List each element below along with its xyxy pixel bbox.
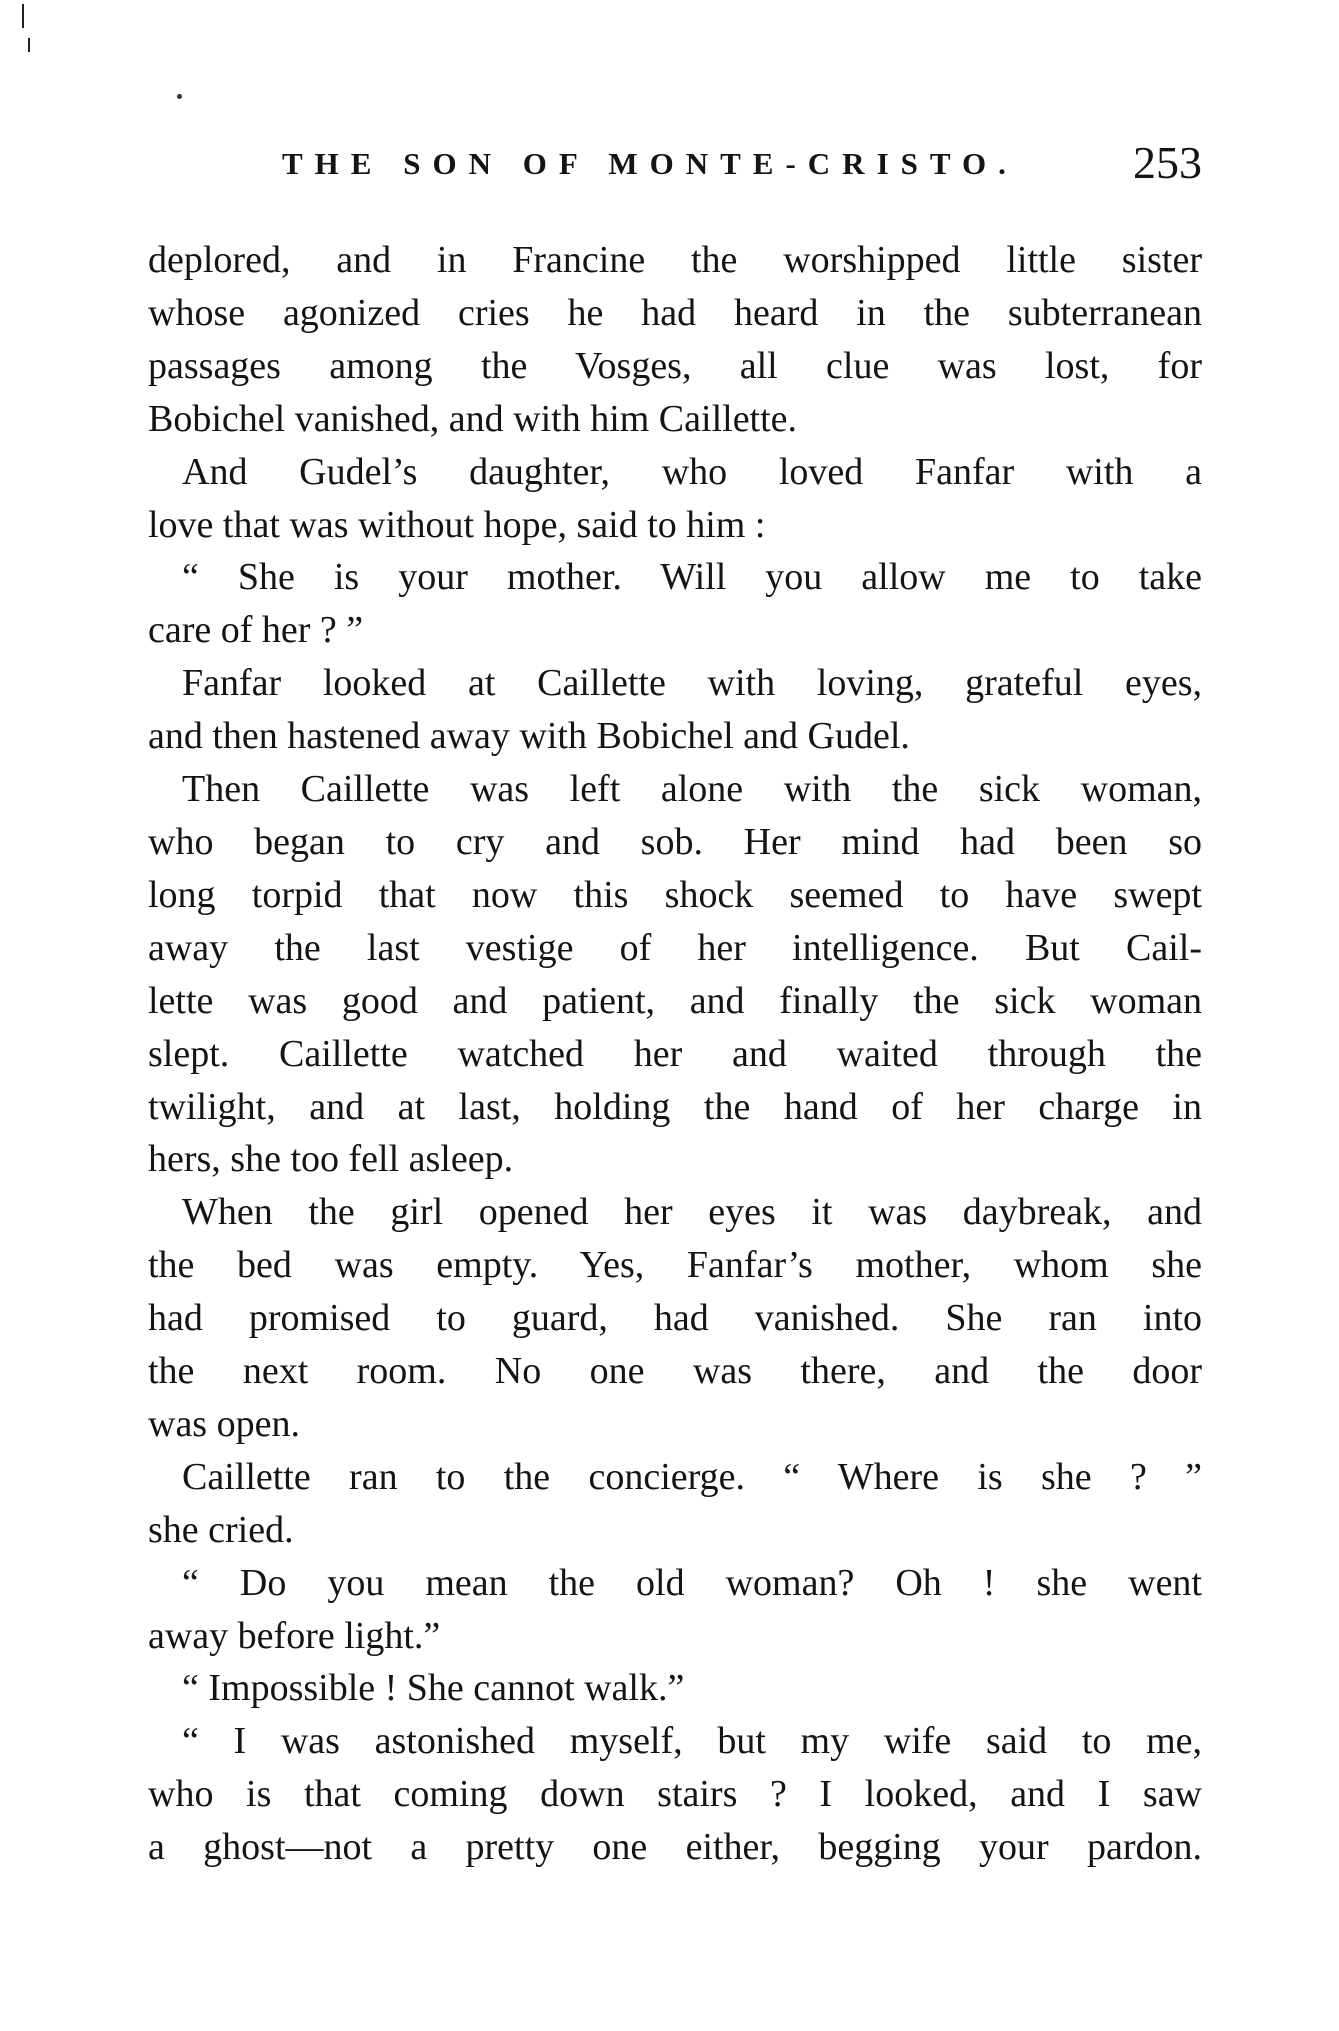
text-line: the next room. No one was there, and the door	[148, 1350, 1202, 1393]
text-line: Bobichel vanished, and with him Caillette.	[148, 397, 798, 440]
text-line: “ I was astonished myself, but my wife said to me,	[182, 1720, 1202, 1763]
text-line: Then Caillette was left alone with the sick woman,	[182, 768, 1202, 811]
text-line: “ Impossible ! She cannot walk.”	[182, 1667, 685, 1710]
text-line: care of her ? ”	[148, 609, 364, 652]
text-body	[148, 234, 1202, 1874]
text-line: away before light.”	[148, 1614, 441, 1657]
text-line: lette was good and patient, and finally the sick woman	[148, 979, 1202, 1022]
page-header	[148, 137, 1202, 192]
text-line: passages among the Vosges, all clue was lost, for	[148, 344, 1202, 387]
text-line: who began to cry and sob. Her mind had been so	[148, 820, 1202, 863]
text-line: slept. Caillette watched her and waited through the	[148, 1032, 1202, 1075]
text-line: was open.	[148, 1402, 300, 1445]
page-number: 253	[1133, 137, 1202, 188]
text-line: who is that coming down stairs ? I looked, and I saw	[148, 1773, 1202, 1816]
scan-speck	[177, 94, 182, 99]
text-line: long torpid that now this shock seemed to have swept	[148, 873, 1202, 916]
text-line: she cried.	[148, 1508, 294, 1551]
scan-mark	[28, 38, 30, 52]
text-line: “ She is your mother. Will you allow me to take	[182, 556, 1202, 599]
text-line: “ Do you mean the old woman? Oh ! she went	[182, 1561, 1202, 1604]
text-line: hers, she too fell asleep.	[148, 1138, 514, 1181]
text-line: And Gudel’s daughter, who loved Fanfar with a	[182, 450, 1202, 493]
scan-mark	[22, 4, 24, 28]
text-line: deplored, and in Francine the worshipped little sister	[148, 239, 1202, 281]
text-line: love that was without hope, said to him :	[148, 503, 766, 546]
text-line: the bed was empty. Yes, Fanfar’s mother, whom she	[148, 1244, 1202, 1287]
running-title: THE SON OF MONTE-CRISTO.	[282, 146, 1018, 181]
text-line: When the girl opened her eyes it was daybreak, and	[182, 1191, 1202, 1234]
text-line: and then hastened away with Bobichel and Gudel.	[148, 715, 910, 758]
text-line: Caillette ran to the concierge. “ Where is she ? ”	[182, 1455, 1202, 1498]
text-line: twilight, and at last, holding the hand of her charge in	[148, 1085, 1202, 1128]
text-line: away the last vestige of her intelligence. But Cail-	[148, 926, 1202, 969]
text-line: whose agonized cries he had heard in the subterranean	[148, 291, 1202, 334]
text-line: Fanfar looked at Caillette with loving, grateful eyes,	[182, 662, 1202, 705]
text-line: had promised to guard, had vanished. She ran into	[148, 1297, 1202, 1340]
text-line: a ghost—not a pretty one either, begging your pardon.	[148, 1826, 1202, 1869]
